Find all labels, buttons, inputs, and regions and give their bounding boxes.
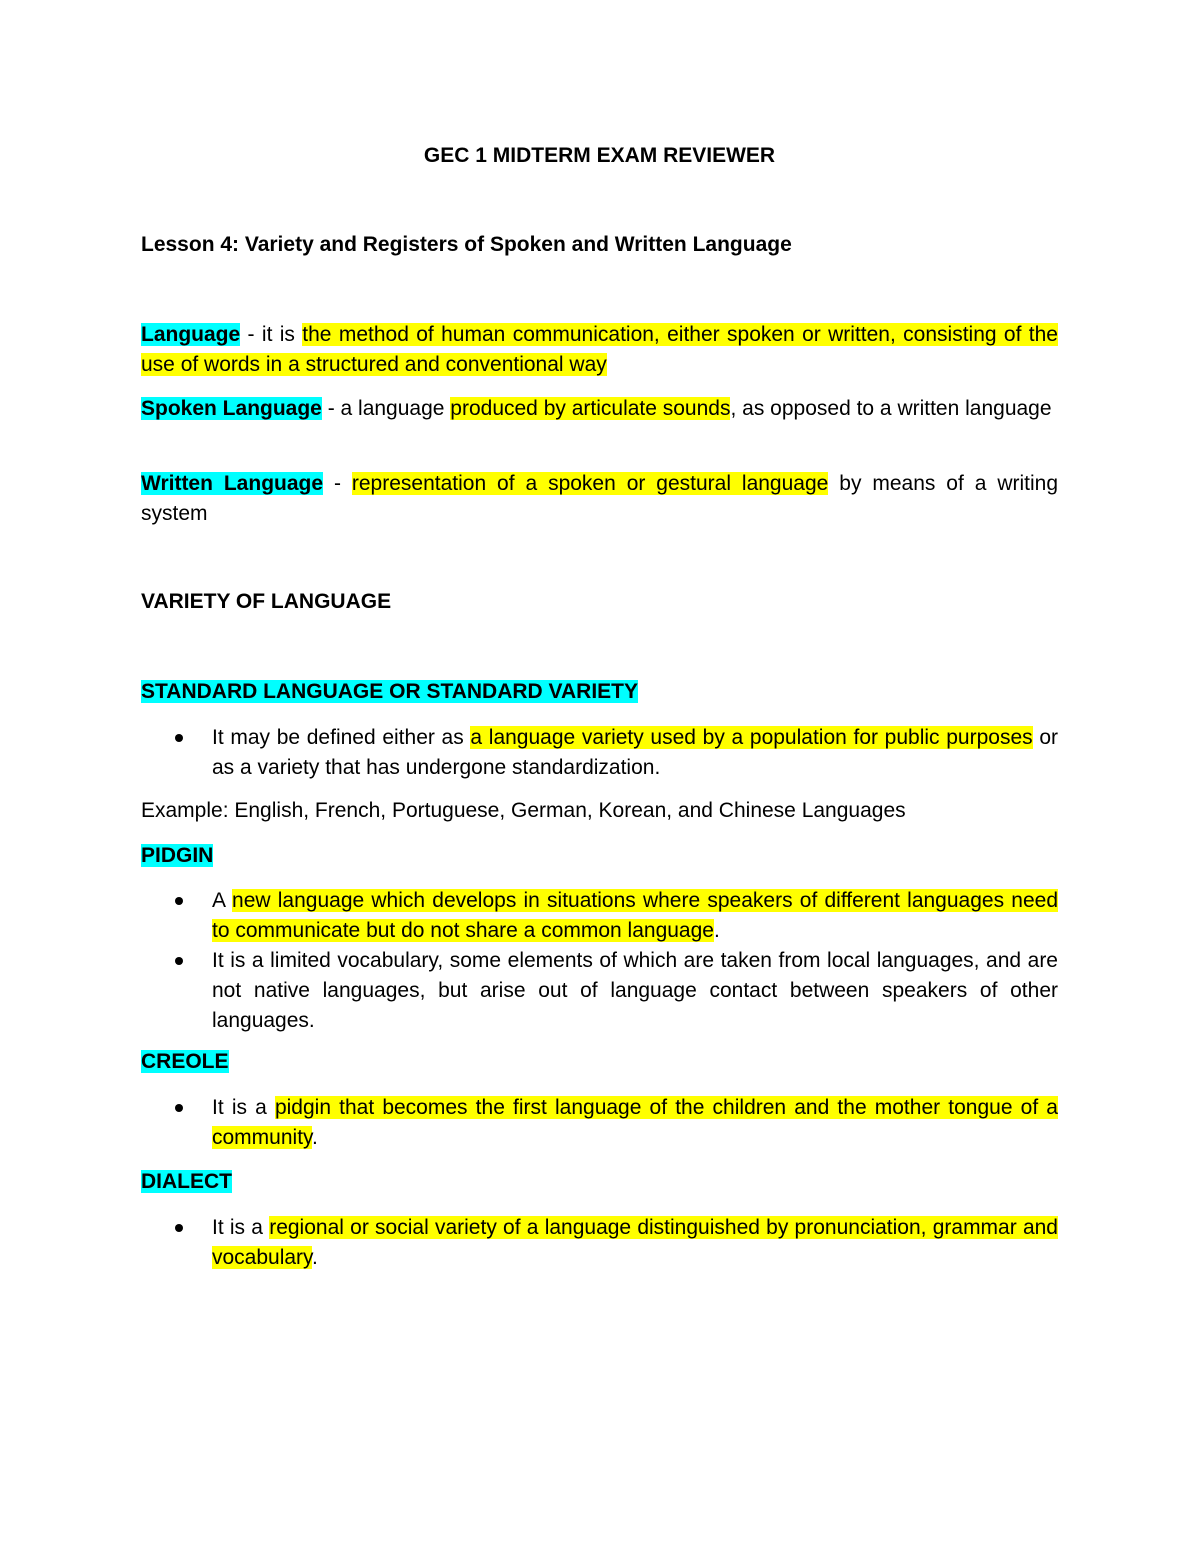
definition-highlight: representation of a spoken or gestural language	[351, 472, 829, 495]
bullet-icon	[175, 1104, 183, 1112]
dialect-heading: DIALECT	[141, 1170, 232, 1193]
definition-tail: , as opposed to a written language	[730, 397, 1052, 420]
bullet-highlight: pidgin that becomes the first language of the children and the mother tongue of a community	[212, 1096, 1058, 1149]
bullet-icon	[175, 734, 183, 742]
standard-bullet-list	[141, 723, 1058, 783]
definition-language	[141, 320, 1058, 380]
bullet-icon	[175, 957, 183, 965]
definition-written-language	[141, 469, 1058, 529]
bullet-text: A	[212, 889, 233, 912]
definition-spoken-language	[141, 394, 1058, 424]
list-item	[141, 946, 1058, 1036]
definition-separator: -	[323, 472, 352, 495]
bullet-text: .	[713, 919, 720, 942]
term-spoken-language: Spoken Language	[141, 397, 322, 420]
bullet-icon	[175, 1224, 183, 1232]
pidgin-bullet-list	[141, 886, 1058, 1036]
creole-heading: CREOLE	[141, 1050, 229, 1073]
definition-separator: - it is	[240, 323, 303, 346]
term-language: Language	[141, 323, 241, 346]
standard-example: Example: English, French, Portuguese, German, Korean, and Chinese Languages	[141, 799, 906, 822]
pidgin-section-heading	[141, 841, 1058, 871]
standard-section-heading	[141, 677, 1058, 707]
list-item	[141, 1213, 1058, 1273]
creole-bullet-list	[141, 1093, 1058, 1153]
definition-tail: by means of a writing system	[141, 472, 1059, 525]
definition-highlight: the method of human communication, either spoken or written, consisting of the use of words in a structured and conventional way	[141, 323, 1058, 376]
creole-section-heading	[141, 1047, 1058, 1077]
bullet-highlight: regional or social variety of a language distinguished by pronunciation, grammar and vocabulary	[212, 1216, 1058, 1269]
variety-heading: VARIETY OF LANGUAGE	[141, 590, 392, 613]
document-title: GEC 1 MIDTERM EXAM REVIEWER	[423, 144, 776, 167]
bullet-text: It may be defined either as	[212, 726, 471, 749]
bullet-highlight: new language which develops in situations where speakers of different languages need to communicate but do not share a common language	[212, 889, 1058, 942]
bullet-text: It is a	[212, 1216, 270, 1239]
dialect-bullet-list	[141, 1213, 1058, 1273]
list-item	[141, 1093, 1058, 1153]
term-written-language: Written Language	[141, 472, 324, 495]
standard-heading: STANDARD LANGUAGE OR STANDARD VARIETY	[141, 680, 638, 703]
bullet-highlight: a language variety used by a population for public purposes	[470, 726, 1033, 749]
bullet-text: It is a limited vocabulary, some elements of which are taken from local languages, and are not native languages, but arise out of language contact between speakers of other languages.	[212, 949, 1058, 1032]
dialect-section-heading	[141, 1167, 1058, 1197]
definition-highlight: produced by articulate sounds	[450, 397, 731, 420]
pidgin-heading: PIDGIN	[141, 844, 214, 867]
bullet-text: It is a	[212, 1096, 275, 1119]
bullet-text: .	[312, 1246, 318, 1269]
bullet-text: or as a variety that has undergone standardization.	[212, 726, 1058, 779]
lesson-heading: Lesson 4: Variety and Registers of Spoken and Written Language	[141, 233, 792, 256]
list-item	[141, 886, 1058, 946]
list-item	[141, 723, 1058, 783]
definition-separator: - a language	[321, 397, 451, 420]
bullet-text: .	[311, 1126, 318, 1149]
bullet-icon	[175, 897, 183, 905]
